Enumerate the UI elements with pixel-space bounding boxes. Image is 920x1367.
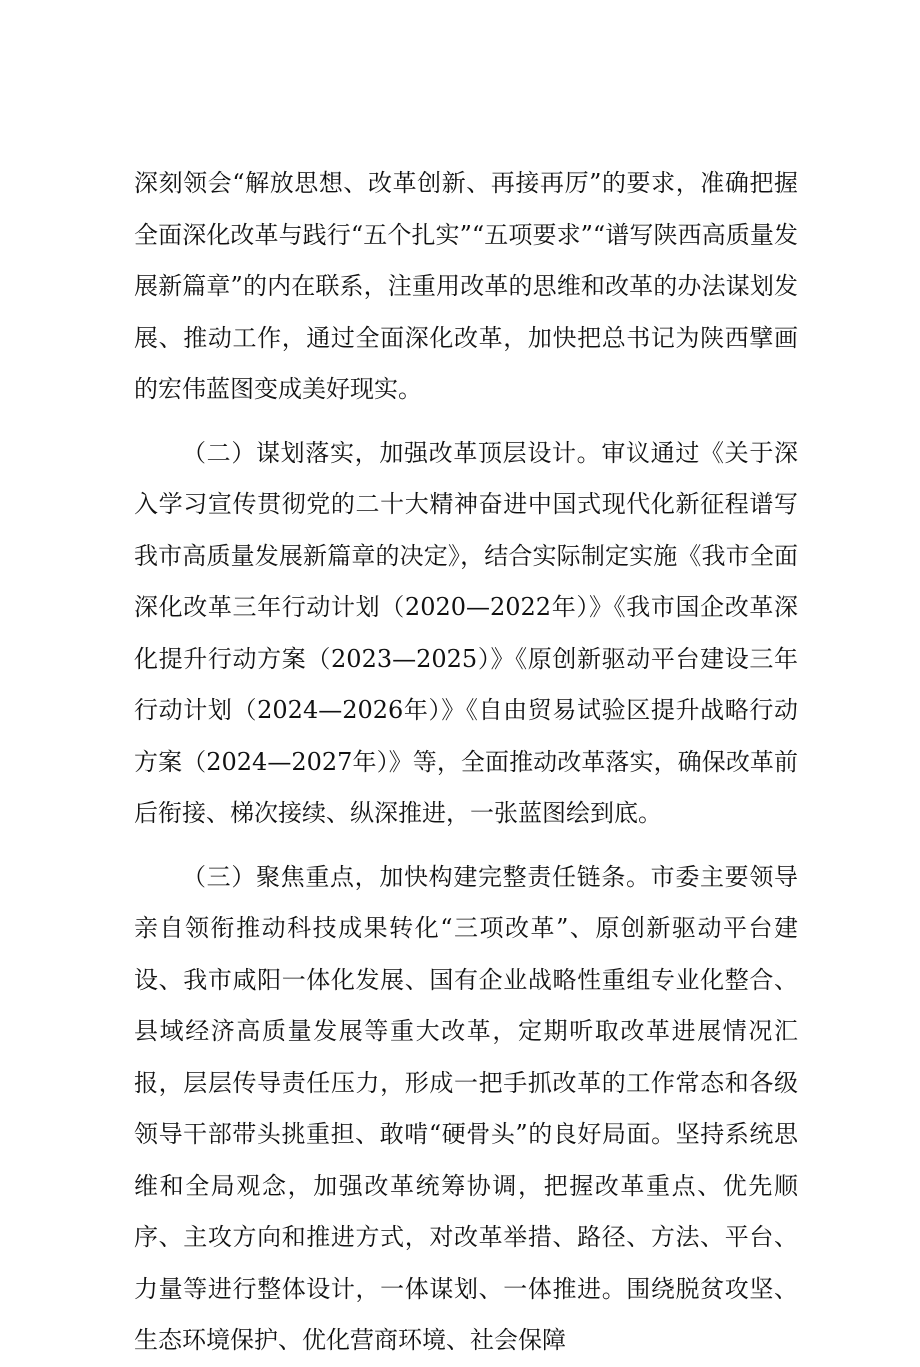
paragraph-3: （三）聚焦重点，加快构建完整责任链条。市委主要领导亲自领衔推动科技成果转化“三项改革”、原创新驱动平台建设、我市咸阳一体化发展、国有企业战略性重组专业化整合、县域经济高质量发展等重大改革，定期听取改革进展情况汇报，层层传导责任压力，形成一把手抓改革的工作常态和各级领导干部带头挑重担、敢啃“硬骨头”的良好局面。坚持系统思维和全局观念，加强改革统筹协调，把握改革重点、优先顺序、主攻方向和推进方式，对改革举措、路径、方法、平台、力量等进行整体设计，一体谋划、一体推进。围绕脱贫攻坚、生态环境保护、优化营商环境、社会保障 [134, 862, 798, 1354]
paragraph-2: （二）谋划落实，加强改革顶层设计。审议通过《关于深入学习宣传贯彻党的二十大精神奋进中国式现代化新征程谱写我市高质量发展新篇章的决定》，结合实际制定实施《我市全面深化改革三年行动计划（2020—2022年）》《我市国企改革深化提升行动方案（2023—2025）》《原创新驱动平台建设三年行动计划（2024—2026年）》《自由贸易试验区提升战略行动方案（2024—2027年）》等，全面推动改革落实，确保改革前后衔接、梯次接续、纵深推进，一张蓝图绘到底。 [134, 438, 798, 827]
document-body [134, 158, 798, 1367]
paragraph-1: 深刻领会“解放思想、改革创新、再接再厉”的要求，准确把握全面深化改革与践行“五个扎实”“五项要求”“谱写陕西高质量发展新篇章”的内在联系，注重用改革的思维和改革的办法谋划发展、推动工作，通过全面深化改革，加快把总书记为陕西擘画的宏伟蓝图变成美好现实。 [134, 169, 798, 403]
